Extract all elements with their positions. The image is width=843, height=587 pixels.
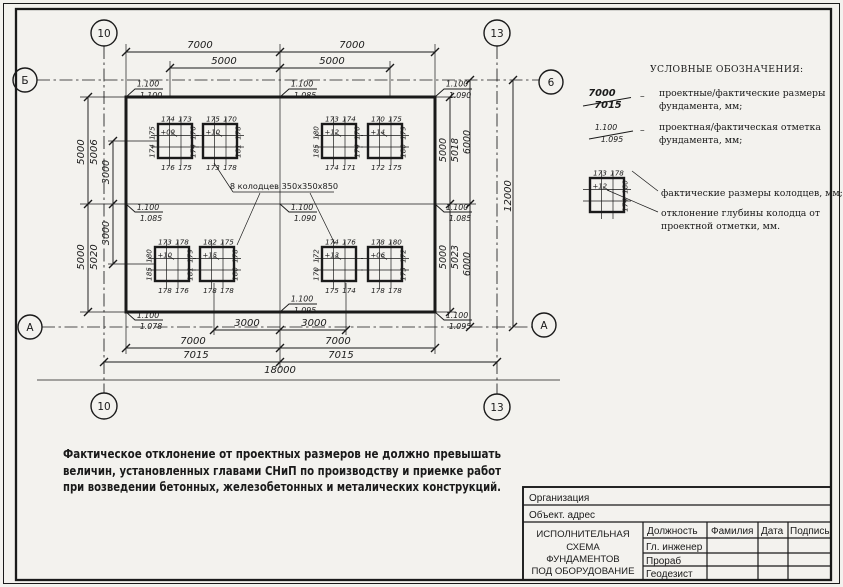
legend-elev-label-1: проектная/фактическая отметка	[659, 122, 821, 133]
well-dim-top: 178	[371, 237, 385, 247]
well-6	[193, 238, 241, 296]
axis-label-13-top: 13	[490, 28, 504, 40]
well-dim-top: 182	[203, 237, 217, 247]
legend-well-depth-label-2: проектной отметки, мм.	[661, 221, 781, 232]
well-dim-left: 174	[147, 144, 157, 158]
elevation-project-value: 1.100	[136, 203, 160, 213]
legend-size-symbol-project: 7000	[588, 88, 616, 99]
well-dim-top: 173	[325, 114, 339, 124]
well-depth-deviation: +15	[202, 251, 218, 260]
elevation-actual-value: 1.085	[293, 90, 317, 100]
elevation-mark-5	[280, 203, 317, 223]
well-dim-right: 174	[620, 198, 630, 212]
axis-label-10-bottom: 10	[97, 401, 111, 413]
dim-right-6000-bottom: 6000	[462, 251, 473, 277]
axis-label-b-right: 6	[547, 77, 555, 89]
well-dim-bottom: 174	[342, 286, 356, 295]
elevation-project-value: 1.100	[290, 294, 314, 304]
well-dim-bottom: 173	[206, 163, 220, 172]
elevation-project-value: 1.100	[290, 203, 314, 213]
well-dim-right: 180	[230, 267, 240, 281]
well-dim-bottom: 178	[223, 163, 237, 172]
title-block-row-surveyor: Геодезист	[646, 569, 693, 580]
dim-left-5000-top: 5000	[76, 139, 87, 165]
elevation-project-value: 1.100	[445, 79, 469, 89]
note-line-1: Фактическое отклонение от проектных размеров не должно превышать	[63, 446, 502, 461]
well-3	[312, 115, 364, 173]
dim-left-5000-bottom: 5000	[76, 244, 87, 270]
legend-well-symbol	[583, 169, 631, 220]
dim-left-3000-top: 3000	[101, 159, 112, 185]
well-dim-left: 185	[144, 267, 154, 281]
dim-top-5000-right: 5000	[319, 56, 345, 67]
well-dim-top: 173	[178, 114, 192, 124]
well-dim-right: 181	[185, 267, 195, 281]
well-dim-top: 174	[342, 114, 356, 124]
dim-left-5020: 5020	[89, 244, 100, 270]
legend-elev-symbol-project: 1.100	[594, 123, 618, 132]
well-dim-bottom: 178	[158, 286, 172, 295]
well-dim-top: 170	[223, 114, 237, 124]
elevation-mark-4	[126, 203, 163, 223]
well-dim-right: 180	[620, 180, 630, 194]
title-block-col-name: Фамилия	[711, 526, 754, 537]
dim-bottom-3000-right: 3000	[301, 318, 327, 329]
well-dim-bottom: 176	[175, 286, 189, 295]
elevation-actual-value: 1.095	[293, 305, 317, 315]
well-depth-deviation: +13	[324, 251, 340, 260]
well-dim-right: 178	[233, 126, 243, 140]
elevation-actual-value: 1.085	[139, 214, 163, 223]
dim-bottom-7000-right: 7000	[325, 336, 351, 347]
well-dim-right: 174	[188, 144, 198, 158]
elevation-project-value: 1.100	[136, 311, 160, 321]
legend-size-label-2: фундамента, мм;	[659, 101, 743, 112]
legend-dash-1: –	[640, 91, 645, 102]
well-dim-right: 180	[398, 144, 408, 158]
well-dim-top: 174	[161, 114, 175, 124]
well-dim-right: 170	[352, 126, 362, 140]
well-depth-deviation: +09	[160, 128, 176, 137]
dim-right-12000: 12000	[503, 180, 514, 212]
legend-elev-symbol-actual: 1.095	[600, 135, 624, 144]
well-1	[148, 115, 200, 173]
well-dim-bottom: 178	[203, 286, 217, 295]
elevation-actual-value: 1.085	[448, 214, 472, 223]
well-dim-top: 178	[175, 237, 189, 247]
title-block-title-line-1: ИСПОЛНИТЕЛЬНАЯ	[536, 529, 630, 540]
elevation-actual-value: 1.100	[139, 90, 163, 100]
elevation-project-value: 1.100	[290, 79, 314, 89]
well-4	[361, 115, 409, 173]
note-line-3: при возведении бетонных, железобетонных и металических конструкций.	[63, 479, 501, 494]
well-dim-top: 175	[206, 114, 220, 124]
legend-header: УСЛОВНЫЕ ОБОЗНАЧЕНИЯ:	[650, 64, 804, 75]
well-dim-top: 180	[388, 237, 402, 247]
title-block-col-position: Должность	[647, 526, 698, 537]
well-dim-left: 170	[311, 267, 321, 281]
title-block-title-line-4: ПОД ОБОРУДОВАНИЕ	[531, 566, 635, 577]
title-block-title-line-3: ФУНДАМЕНТОВ	[546, 554, 620, 565]
dim-bottom-3000-left: 3000	[234, 318, 260, 329]
elevation-project-value: 1.100	[445, 311, 469, 321]
well-2	[196, 115, 244, 173]
axis-label-a-left: А	[26, 322, 34, 334]
well-dim-left: 172	[311, 249, 321, 263]
axis-label-13-bottom: 13	[490, 402, 504, 414]
well-dim-left: 180	[144, 249, 154, 263]
axis-label-b-left: Б	[21, 75, 29, 87]
well-dim-top: 175	[388, 114, 402, 124]
well-depth-deviation: +12	[592, 182, 608, 191]
legend-dash-2: –	[640, 125, 645, 136]
wells-callout-label: 8 колодцев 350х350х850	[229, 181, 339, 191]
dim-right-5023: 5023	[450, 244, 461, 270]
well-dim-top: 170	[371, 114, 385, 124]
well-dim-top: 173	[593, 168, 607, 178]
title-block-row-foreman: Прораб	[646, 556, 682, 567]
well-dim-right: 173	[398, 267, 408, 281]
well-depth-deviation: +12	[324, 128, 340, 137]
dim-bottom-7015-right: 7015	[328, 350, 354, 361]
elevation-mark-9	[435, 311, 472, 331]
well-dim-right: 178	[230, 249, 240, 263]
well-dim-bottom: 174	[325, 163, 339, 172]
well-depth-deviation: +14	[370, 128, 386, 137]
dim-top-7000-left: 7000	[187, 40, 213, 51]
elevation-actual-value: 1.078	[139, 322, 163, 331]
well-dim-right: 176	[188, 126, 198, 140]
dim-bottom-7015-left: 7015	[183, 350, 209, 361]
elevation-project-value: 1.100	[445, 203, 469, 213]
title-block-object-address: Объект. адрес	[529, 510, 596, 521]
well-dim-right: 179	[185, 249, 195, 263]
title-block-row-chief-engineer: Гл. инженер	[646, 542, 703, 553]
dim-bottom-18000: 18000	[264, 365, 296, 376]
well-dim-top: 178	[610, 168, 624, 178]
well-8	[361, 238, 409, 296]
well-depth-deviation: +06	[370, 251, 386, 260]
dim-top-7000-right: 7000	[339, 40, 365, 51]
well-5	[145, 238, 197, 296]
dim-left-3000-bottom: 3000	[101, 220, 112, 246]
title-block-title-line-2: СХЕМА	[566, 542, 600, 553]
note-line-2: величин, установленных главами СНиП по производству и приемке работ	[63, 463, 502, 478]
elevation-mark-7	[126, 311, 163, 331]
well-dim-bottom: 172	[371, 163, 385, 172]
dim-top-5000-left: 5000	[211, 56, 237, 67]
well-dim-left: 180	[311, 126, 321, 140]
well-dim-top: 175	[220, 237, 234, 247]
elevation-actual-value: 1.090	[448, 90, 472, 100]
title-block-organization: Организация	[529, 493, 590, 504]
well-7	[312, 238, 364, 296]
well-dim-bottom: 178	[220, 286, 234, 295]
dim-right-6000-top: 6000	[462, 129, 473, 155]
well-depth-deviation: +10	[157, 251, 173, 260]
well-dim-top: 174	[325, 237, 339, 247]
well-dim-top: 176	[342, 237, 356, 247]
well-dim-bottom: 175	[178, 163, 192, 172]
well-dim-bottom: 176	[161, 163, 175, 172]
legend-well-depth-label-1: отклонение глубины колодца от	[661, 208, 821, 219]
well-dim-top: 173	[158, 237, 172, 247]
title-block-col-date: Дата	[761, 526, 784, 537]
dim-right-5018: 5018	[450, 137, 461, 163]
well-depth-deviation: +10	[205, 128, 221, 137]
well-dim-bottom: 178	[388, 286, 402, 295]
well-dim-left: 185	[311, 144, 321, 158]
axis-label-a-right: А	[540, 320, 548, 332]
dim-right-5000-top: 5000	[438, 137, 449, 163]
elevation-actual-value: 1.090	[293, 214, 317, 223]
well-dim-left: 175	[147, 126, 157, 140]
dim-bottom-7000-left: 7000	[180, 336, 206, 347]
elevation-project-value: 1.100	[136, 79, 160, 89]
dim-right-5000-bottom: 5000	[438, 244, 449, 270]
well-dim-right: 174	[352, 144, 362, 158]
elevation-mark-6	[435, 203, 472, 223]
well-dim-bottom: 178	[371, 286, 385, 295]
well-dim-right: 181	[233, 144, 243, 158]
dim-left-5006: 5006	[89, 139, 100, 165]
title-block-col-signature: Подпись	[790, 526, 830, 537]
axis-label-10-top: 10	[97, 28, 111, 40]
legend-well-size-label: фактические размеры колодцев, мм;	[661, 188, 843, 199]
well-dim-right: 179	[398, 126, 408, 140]
legend-size-symbol-actual: 7015	[594, 100, 622, 111]
legend-size-label-1: проектные/фактические размеры	[659, 88, 826, 99]
legend-elev-label-2: фундамента, мм;	[659, 135, 743, 146]
well-dim-bottom: 175	[388, 163, 402, 172]
elevation-actual-value: 1.095	[448, 322, 472, 331]
well-dim-bottom: 175	[325, 286, 339, 295]
well-dim-bottom: 171	[342, 163, 356, 172]
well-dim-right: 172	[398, 249, 408, 263]
